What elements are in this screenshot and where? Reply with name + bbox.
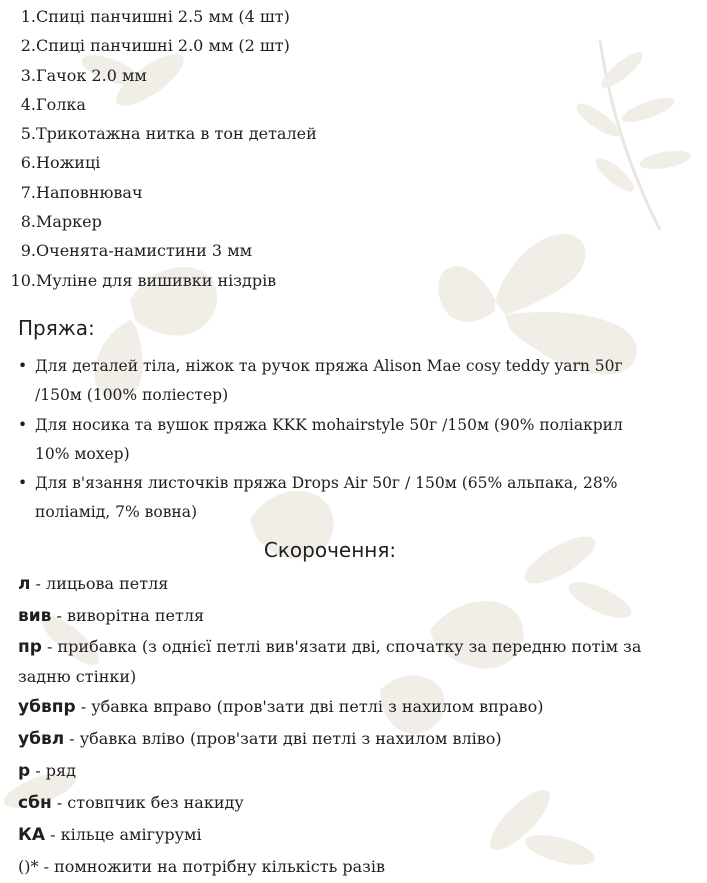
tools-list-item: 1.Спиці панчишні 2.5 мм (4 шт) [20, 7, 290, 26]
abbreviation-term: сбн [18, 793, 52, 813]
tools-list-item: 2.Спиці панчишні 2.0 мм (2 шт) [20, 36, 290, 56]
abbreviation-item: убвл - убавка вліво (пров'зати дві петлі з нахилом вліво) [18, 729, 502, 749]
yarn-list [0, 352, 707, 528]
abbreviation-item: л - лицьова петля [18, 574, 169, 594]
abbreviation-item: сбн - стовпчик без накиду [18, 793, 244, 813]
abbreviation-term: вив [18, 606, 52, 626]
abbreviation-term: пр [18, 637, 42, 657]
tools-list-item: 3.Гачок 2.0 мм [20, 65, 147, 85]
tools-list [0, 2, 707, 295]
tools-list-item: 6.Ножиці [20, 153, 101, 173]
yarn-list-item: • Для в'язання листочків пряжа Drops Air 50г / 150м (65% альпака, 28% поліамід, 7% вовна) [0, 469, 655, 527]
abbreviation-item: р - ряд [18, 761, 76, 781]
abbreviations-heading: Скорочення: [263, 538, 397, 562]
bullet-icon: • [18, 415, 28, 434]
abbreviation-item: ()* - помножити на потрібну кількість разів [18, 857, 386, 876]
tools-list-item: 9.Оченята-намистини 3 мм [20, 241, 253, 261]
bullet-icon: • [18, 474, 28, 492]
abbreviation-term: убвпр [18, 697, 76, 717]
abbreviation-item: вив - виворітна петля [18, 606, 205, 626]
tools-list-item: 10.Муліне для вишивки ніздрів [10, 270, 277, 290]
tools-list-item: 7.Наповнювач [20, 182, 143, 202]
abbreviation-term: л [18, 574, 31, 594]
yarn-heading: Пряжа: [18, 316, 95, 340]
bullet-icon: • [18, 357, 28, 375]
yarn-list-item: • Для деталей тіла, ніжок та ручок пряжа Alison Mae cosy teddy yarn 50г /150м (100% поліестер) [0, 352, 655, 410]
abbreviation-item: убвпр - убавка вправо (пров'зати дві петлі з нахилом вправо) [18, 697, 544, 717]
abbreviations-list [18, 568, 658, 883]
abbreviation-term: р [18, 761, 31, 781]
yarn-list-item: • Для носика та вушок пряжа KKK mohairstyle 50г /150м (90% поліакрил 10% мохер) [0, 411, 655, 469]
tools-list-item: 8.Маркер [20, 212, 102, 232]
abbreviation-term: убвл [18, 729, 65, 749]
abbreviation-item: КА - кільце амігурумі [18, 825, 202, 845]
abbreviation-term: КА [18, 825, 46, 845]
abbreviation-item: пр - прибавка (з однієї петлі вив'язати дві, спочатку за передню потім за задню стінки) [18, 637, 642, 686]
tools-list-item: 4.Голка [20, 94, 86, 114]
tools-list-item: 5.Трикотажна нитка в тон деталей [20, 124, 317, 144]
